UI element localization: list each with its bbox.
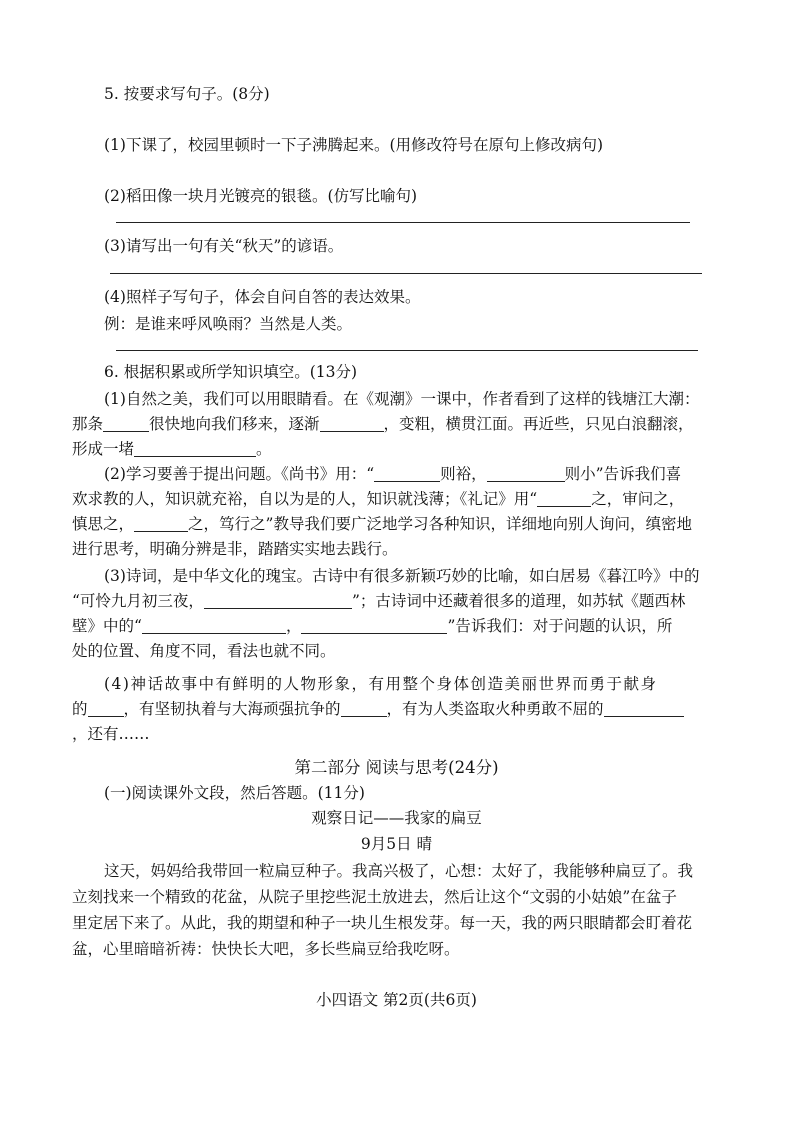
article-paragraph-line: 立刻找来一个精致的花盆，从院子里挖些泥土放进去，然后让这个“文弱的小姑娘”在盆子 — [72, 888, 677, 906]
text: 之，审问之， — [591, 490, 685, 508]
q6-s3-line3 — [72, 616, 672, 636]
text: (2)学习要善于提出问题。《尚书》用：“ — [104, 465, 375, 483]
article-title: 观察日记——我家的扁豆 — [311, 809, 482, 827]
text: 那条 — [72, 415, 104, 433]
fill-blank[interactable] — [341, 701, 387, 718]
q6-s4-line2 — [72, 699, 684, 719]
q5-item-2-answer-line[interactable] — [116, 222, 690, 223]
q5-item-4-answer-line[interactable] — [116, 350, 698, 351]
text: 的 — [72, 700, 88, 718]
fill-blank[interactable] — [88, 701, 124, 718]
q5-item-2: (2)稻田像一块月光镀亮的银毯。(仿写比喻句) — [104, 187, 418, 205]
article-date-weather: 9月5日 晴 — [360, 835, 433, 853]
article-paragraph-line: 里定居下来了。从此，我的期望和种子一块儿生根发芽。每一天，我的两只眼睛都会盯着花 — [72, 914, 693, 932]
fill-blank[interactable] — [301, 618, 447, 635]
fill-blank[interactable] — [204, 593, 352, 610]
fill-blank[interactable] — [320, 416, 384, 433]
fill-blank[interactable] — [103, 416, 149, 433]
fill-blank[interactable] — [142, 618, 286, 635]
fill-blank[interactable] — [374, 466, 440, 483]
q6-s3-line2 — [72, 591, 685, 611]
text: ”告诉我们：对于问题的认识，所 — [447, 617, 673, 635]
q6-s3-line4: 处的位置、角度不同，看法也就不同。 — [72, 642, 336, 660]
text: ”；古诗词中还藏着很多的道理，如苏轼《题西林 — [351, 592, 686, 610]
text: 则裕， — [440, 465, 487, 483]
text: 。 — [256, 440, 272, 458]
text: 慎思之， — [72, 515, 135, 533]
q6-s1-line2 — [72, 414, 694, 434]
fill-blank[interactable] — [134, 441, 256, 458]
text: ，有坚韧执着与大海顽强抗争的 — [123, 700, 341, 718]
fill-blank[interactable] — [604, 701, 684, 718]
q5-item-1: (1)下课了，校园里顿时一下子沸腾起来。(用修改符号在原句上修改病句) — [104, 136, 604, 154]
q5-item-3: (3)请写出一句有关“秋天”的谚语。 — [104, 237, 344, 255]
article-paragraph-line: 这天，妈妈给我带回一粒扁豆种子。我高兴极了，心想：太好了，我能够种扁豆了。我 — [104, 862, 694, 880]
q6-s2-line4: 进行思考，明确分辨是非，踏踏实实地去践行。 — [72, 540, 398, 558]
q6-s1-line1: (1)自然之美，我们可以用眼睛看。在《观潮》一课中，作者看到了这样的钱塘江大潮： — [104, 390, 700, 408]
q5-title: 5. 按要求写句子。(8分) — [104, 85, 270, 103]
text: 之，笃行之”教导我们要广泛地学习各种知识，详细地向别人询问，缜密地 — [188, 515, 692, 533]
q6-s2-line1 — [104, 464, 681, 484]
q6-s2-line3 — [72, 514, 692, 534]
page-footer: 小四语文 第2页(共6页) — [316, 991, 477, 1009]
q6-s3-line1: (3)诗词，是中华文化的瑰宝。古诗中有很多新颖巧妙的比喻，如白居易《暮江吟》中的 — [104, 567, 700, 585]
q6-s4-line3: ，还有…… — [72, 725, 150, 743]
fill-blank[interactable] — [537, 491, 591, 508]
text: ， — [285, 617, 302, 635]
q6-s4-line1: (4)神话故事中有鲜明的人物形象，有用整个身体创造美丽世界而勇于献身 — [104, 675, 658, 693]
text: ，有为人类盗取火种勇敢不屈的 — [386, 700, 604, 718]
q5-item-4: (4)照样子写句子，体会自问自答的表达效果。 — [104, 288, 421, 306]
part2-subtitle: (一)阅读课外文段，然后答题。(11分) — [104, 784, 365, 802]
text: ，变粗，横贯江面。再近些，只见白浪翻滚， — [383, 415, 694, 433]
text: 很快地向我们移来，逐渐 — [149, 415, 320, 433]
q6-title: 6. 根据积累或所学知识填空。(13分) — [104, 363, 358, 381]
fill-blank[interactable] — [134, 516, 188, 533]
text: 欢求教的人，知识就充裕，自以为是的人，知识就浅薄；《礼记》用“ — [72, 490, 538, 508]
fill-blank[interactable] — [487, 466, 565, 483]
article-paragraph-line: 盆，心里暗暗祈祷：快快长大吧，多长些扁豆给我吃呀。 — [72, 940, 460, 958]
q6-s1-line3 — [72, 439, 272, 459]
text: 壁》中的“ — [72, 617, 142, 635]
text: 形成一堵 — [72, 440, 135, 458]
part2-title: 第二部分 阅读与思考(24分) — [294, 758, 499, 777]
q6-s2-line2 — [72, 489, 684, 509]
q5-item-4-example: 例：是谁来呼风唤雨？当然是人类。 — [104, 315, 353, 333]
text: 则小”告诉我们喜 — [564, 465, 682, 483]
q5-item-3-answer-line[interactable] — [110, 273, 702, 274]
text: “可怜九月初三夜， — [72, 592, 204, 610]
